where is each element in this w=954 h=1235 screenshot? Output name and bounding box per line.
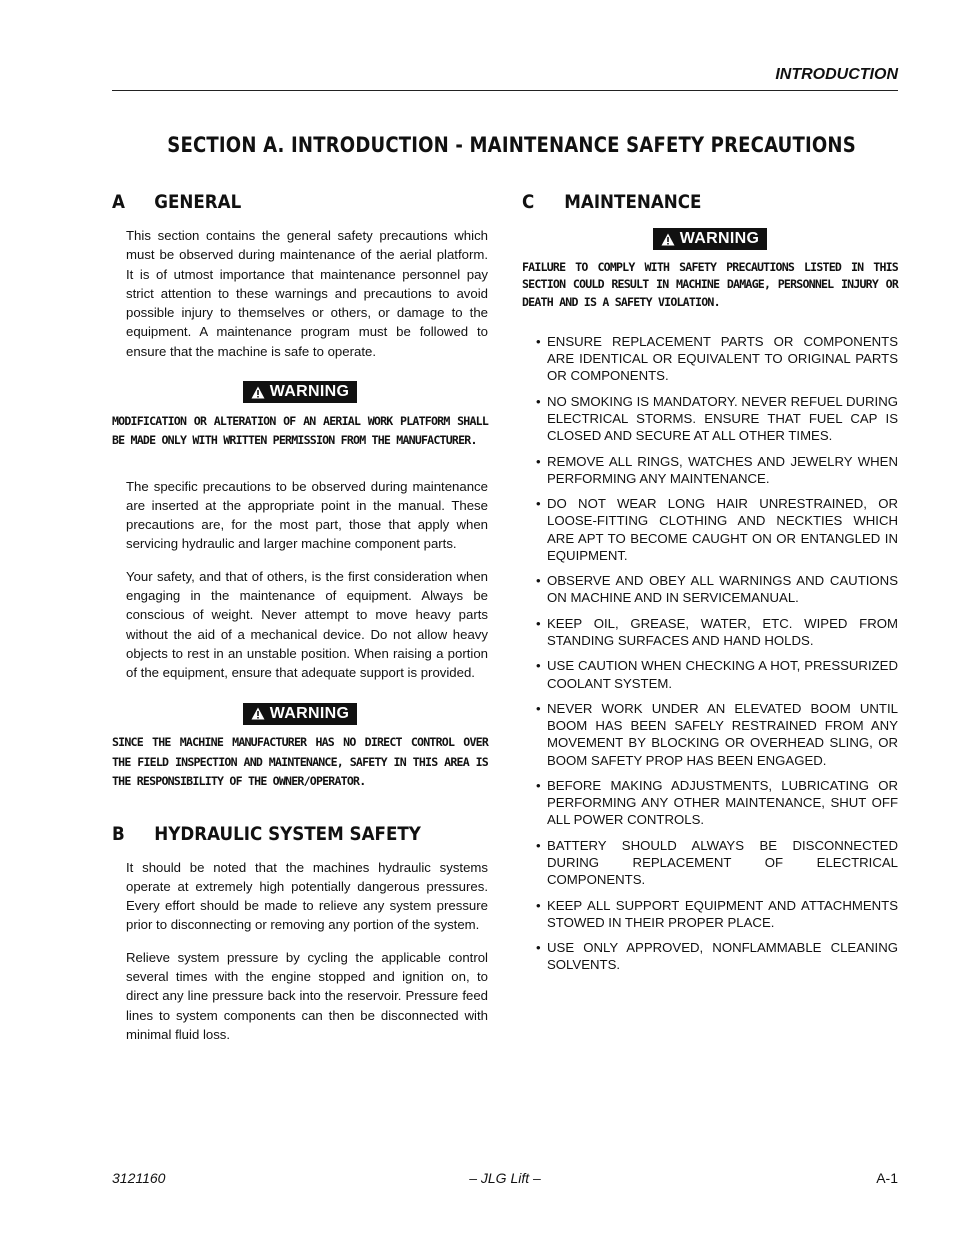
maintenance-title: MAINTENANCE <box>564 191 702 213</box>
hydraulic-title: HYDRAULIC SYSTEM SAFETY <box>154 822 421 845</box>
bullet-text: ENSURE REPLACEMENT PARTS OR COMPONENTS ARE IDENTICAL OR EQUIVALENT TO ORIGINAL PARTS OR COMPONENTS. <box>547 334 898 384</box>
bullet-text: USE CAUTION WHEN CHECKING A HOT, PRESSURIZED COOLANT SYSTEM. <box>547 658 898 691</box>
bullet-item <box>522 393 898 445</box>
maintenance-letter: C <box>522 191 535 213</box>
hydraulic-letter: B <box>112 822 125 845</box>
bullet-dot-icon: • <box>536 573 541 589</box>
bullet-dot-icon: • <box>536 897 541 913</box>
warning-badge <box>243 703 357 725</box>
warning-box-1 <box>112 381 488 404</box>
bullet-dot-icon: • <box>536 837 541 853</box>
page-number: A-1 <box>876 1170 898 1186</box>
bullet-dot-icon: • <box>536 496 541 512</box>
warning-triangle-icon <box>251 386 265 399</box>
general-title: GENERAL <box>154 191 242 213</box>
bullet-dot-icon: • <box>536 777 541 793</box>
general-paragraph-2: The specific precautions to be observed during maintenance are inserted at the appropriate point in the manual. These precautions are, for the most part, those that apply when servicing hydraulic and larger machine component parts. <box>126 478 488 552</box>
bullet-dot-icon: • <box>536 453 541 469</box>
warning-box-3 <box>522 228 898 251</box>
bullet-item <box>522 333 898 385</box>
bullet-text: DO NOT WEAR LONG HAIR UNRESTRAINED, OR LOOSE-FITTING CLOTHING AND NECKTIES WHICH ARE APT TO BECOME CAUGHT ON OR ENTANGLED IN EQUIPMENT. <box>547 496 898 563</box>
bullet-item <box>522 939 898 973</box>
footer-brand: – JLG Lift – <box>469 1170 541 1186</box>
warning-text-1: MODIFICATION OR ALTERATION OF AN AERIAL WORK PLATFORM SHALL BE MADE ONLY WITH WRITTEN PERMISSION FROM THE MANUFACTURER. <box>112 413 488 448</box>
document-number: 3121160 <box>112 1170 166 1186</box>
hydraulic-paragraph-2: Relieve system pressure by cycling the applicable control several times with the engine stopped and ignition on, to direct any line pressure back into the reservoir. Pressure feed lines to system components can then be disconnected with minimal fluid loss. <box>126 949 488 1042</box>
section-title: SECTION A. INTRODUCTION - MAINTENANCE SAFETY PRECAUTIONS <box>167 133 856 157</box>
maintenance-warning-text: FAILURE TO COMPLY WITH SAFETY PRECAUTIONS LISTED IN THIS SECTION COULD RESULT IN MACHINE DAMAGE, PERSONNEL INJURY OR DEATH AND IS A SAFETY VIOLATION. <box>522 259 898 309</box>
bullet-item <box>522 700 898 769</box>
bullet-dot-icon: • <box>536 658 541 674</box>
maintenance-heading <box>522 190 853 214</box>
bullet-dot-icon: • <box>536 940 541 956</box>
page-footer <box>112 1170 898 1188</box>
header-title: INTRODUCTION <box>775 66 898 83</box>
page-header <box>112 64 898 91</box>
right-column <box>522 190 898 982</box>
warning-label: WARNING <box>269 383 350 401</box>
bullet-item <box>522 657 898 691</box>
general-paragraph-3: Your safety, and that of others, is the first consideration when engaging in the maintenance of equipment. Always be conscious of weight. Never attempt to move heavy parts without the aid of a mechanical device. Do not allow heavy objects to rest in an unstable position. When raising a portion of the equipment, ensure that adequate support is provided. <box>126 568 488 681</box>
maintenance-bullet-list <box>522 333 898 974</box>
bullet-text: BATTERY SHOULD ALWAYS BE DISCONNECTED DURING REPLACEMENT OF ELECTRICAL COMPONENTS. <box>547 837 898 888</box>
bullet-dot-icon: • <box>536 393 541 409</box>
bullet-text: USE ONLY APPROVED, NONFLAMMABLE CLEANING SOLVENTS. <box>547 940 898 973</box>
bullet-text: NO SMOKING IS MANDATORY. NEVER REFUEL DURING ELECTRICAL STORMS. ENSURE THAT FUEL CAP IS CLOSED AND SECURE AT ALL OTHER TIMES. <box>547 393 898 444</box>
bullet-dot-icon: • <box>536 615 541 631</box>
bullet-item <box>522 777 898 829</box>
bullet-item <box>522 837 898 889</box>
bullet-item <box>522 495 898 564</box>
bullet-text: KEEP OIL, GREASE, WATER, ETC. WIPED FROM STANDING SURFACES AND HAND HOLDS. <box>547 615 898 648</box>
general-paragraph-1: This section contains the general safety precautions which must be observed during maintenance of the aerial platform. It is of utmost importance that maintenance personnel pay strict attention to these warnings and precautions to avoid possible injury to themselves or others, or damage to the equipment. A maintenance program must be followed to ensure that the machine is safe to operate. <box>126 228 488 359</box>
warning-text-2: SINCE THE MACHINE MANUFACTURER HAS NO DIRECT CONTROL OVER THE FIELD INSPECTION AND MAINTENANCE, SAFETY IN THIS AREA IS THE RESPONSIBILITY OF THE OWNER/OPERATOR. <box>112 735 488 789</box>
warning-box-2 <box>112 703 488 726</box>
hydraulic-heading <box>112 822 443 846</box>
bullet-item <box>522 453 898 487</box>
general-letter: A <box>112 191 125 213</box>
bullet-text: OBSERVE AND OBEY ALL WARNINGS AND CAUTIONS ON MACHINE AND IN SERVICEMANUAL. <box>547 573 898 606</box>
bullet-item <box>522 615 898 649</box>
bullet-text: BEFORE MAKING ADJUSTMENTS, LUBRICATING OR PERFORMING ANY OTHER MAINTENANCE, SHUT OFF ALL POWER CONTROLS. <box>547 777 898 828</box>
bullet-text: NEVER WORK UNDER AN ELEVATED BOOM UNTIL BOOM HAS BEEN SAFELY RESTRAINED FROM ANY MOVEMENT BY BLOCKING OR OVERHEAD SLING, OR BOOM SAFETY PROP HAS BEEN ENGAGED. <box>547 700 898 768</box>
hydraulic-paragraph-1: It should be noted that the machines hydraulic systems operate at extremely high potentially dangerous pressures. Every effort should be made to relieve any system pressure prior to disconnecting or removing any portion of the system. <box>126 859 488 933</box>
bullet-dot-icon: • <box>536 700 541 716</box>
left-column <box>112 190 488 1057</box>
bullet-item <box>522 572 898 606</box>
bullet-item <box>522 897 898 931</box>
warning-badge <box>653 228 767 250</box>
general-heading <box>112 190 443 214</box>
warning-triangle-icon <box>661 233 675 246</box>
bullet-text: KEEP ALL SUPPORT EQUIPMENT AND ATTACHMENTS STOWED IN THEIR PROPER PLACE. <box>547 897 898 930</box>
warning-triangle-icon <box>251 707 265 720</box>
warning-label: WARNING <box>269 704 350 722</box>
bullet-text: REMOVE ALL RINGS, WATCHES AND JEWELRY WHEN PERFORMING ANY MAINTENANCE. <box>547 453 898 486</box>
warning-badge <box>243 381 357 403</box>
warning-label: WARNING <box>679 230 760 247</box>
bullet-dot-icon: • <box>536 334 541 349</box>
